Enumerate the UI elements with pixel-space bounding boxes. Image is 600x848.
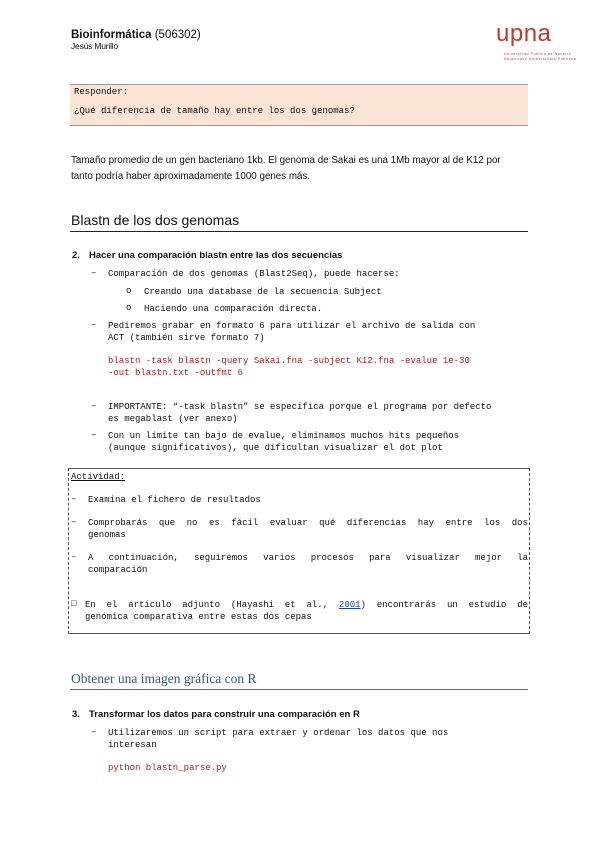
bullet-dash: – [91, 727, 97, 737]
item-number: 3. [72, 709, 80, 720]
sub-bullet-circle: o [126, 286, 132, 296]
sub-bullet-text: Haciendo una comparación directa. [144, 304, 323, 314]
command-line: python blastn_parse.py [108, 763, 227, 773]
responder-label: Responder: [74, 87, 129, 97]
actividad-title: Actividad: [71, 472, 126, 482]
actividad-item-3-line-2: comparación [88, 565, 148, 575]
item-title: Transformar los datos para construir una comparación en R [89, 709, 360, 720]
answer-text [71, 153, 531, 185]
bullet-text-line-2: interesan [108, 740, 157, 750]
answer-line-2: tanto podría haber aproximadamente 1000 genes más. [71, 171, 311, 182]
command-line-2: -out blastn.txt -outfmt 6 [108, 368, 244, 378]
actividad-dash: – [71, 494, 77, 504]
sub-bullet-text: Creando una database de la secuencia Subject [144, 287, 382, 297]
author-name: Jesús Murillo [71, 41, 118, 51]
item-number: 2. [72, 250, 80, 261]
section-heading-r: Obtener una imagen gráfica con R [71, 671, 257, 686]
bullet-dash: – [91, 430, 97, 440]
logo-wordmark: upna [496, 20, 552, 47]
actividad-item-1: Examina el fichero de resultados [88, 495, 261, 505]
bullet-dash: – [91, 268, 97, 278]
logo-subtitle-1: Universidad Pública de Navarra [504, 52, 572, 56]
actividad-dash: – [71, 517, 77, 527]
note-text-post: ) encontrarás un estudio de [360, 600, 528, 610]
logo-subtitle-2: Nafarroako Unibertsitate Publikoa [504, 57, 577, 61]
responder-question: ¿Qué diferencia de tamaño hay entre los dos genomas? [74, 106, 355, 116]
bullet-text-line-1: Utilizaremos un script para extraer y ordenar los datos que nos [108, 728, 449, 738]
item-title: Hacer una comparación blastn entre las dos secuencias [89, 250, 343, 261]
bullet-dash: – [91, 401, 97, 411]
reference-link[interactable]: 2001 [338, 600, 361, 610]
actividad-note-line-1 [85, 599, 528, 611]
responder-box [70, 84, 528, 126]
bullet-text-line-1: Pediremos grabar en formato 6 para utilizar el archivo de salida con [108, 321, 476, 331]
actividad-item-3-line-1: A continuación, seguiremos varios procesos para visualizar mejor la [88, 553, 528, 563]
command-line-1: blastn -task blastn -query Sakai.fna -subject K12.fna -evalue 1e-30 [108, 356, 470, 366]
actividad-dash: – [71, 552, 77, 562]
bullet-text-line-2: ACT (también sirve formato 7) [108, 333, 265, 343]
university-logo [496, 20, 577, 66]
bullet-text-line-2: es megablast (ver anexo) [108, 414, 238, 424]
section-rule [70, 231, 528, 232]
actividad-item-2-line-1: Comprobarás que no es fácil evaluar qué diferencias hay entre los dos [88, 518, 528, 528]
actividad-note-line-2: genómica comparativa entre estas dos cepas [85, 612, 312, 622]
sub-bullet-circle: o [126, 303, 132, 313]
answer-line-1: Tamaño promedio de un gen bacteriano 1kb. El genoma de Sakai es una 1Mb mayor al de K12 por [71, 155, 501, 166]
note-text-pre: En el artículo adjunto (Hayashi et al., [85, 600, 339, 610]
checkbox-icon: □ [71, 599, 77, 609]
course-name: Bioinformática [71, 29, 152, 41]
bullet-text: Comparación de dos genomas (Blast2Seq), puede hacerse: [108, 269, 400, 279]
bullet-text-line-1: Con un límite tan bajo de evalue, eliminamos muchos hits pequeños [108, 431, 460, 441]
bullet-dash: – [91, 320, 97, 330]
course-code: (506302) [154, 29, 201, 41]
section-rule [70, 689, 528, 690]
actividad-item-2-line-2: genomas [88, 530, 126, 540]
section-heading-blastn: Blastn de los dos genomas [71, 212, 240, 228]
bullet-text-line-1: IMPORTANTE: “-task blastn” se especifica porque el programa por defecto [108, 402, 492, 412]
course-title [71, 28, 201, 42]
bullet-text-line-2: (aunque significativos), que dificultan visualizar el dot plot [108, 443, 443, 453]
